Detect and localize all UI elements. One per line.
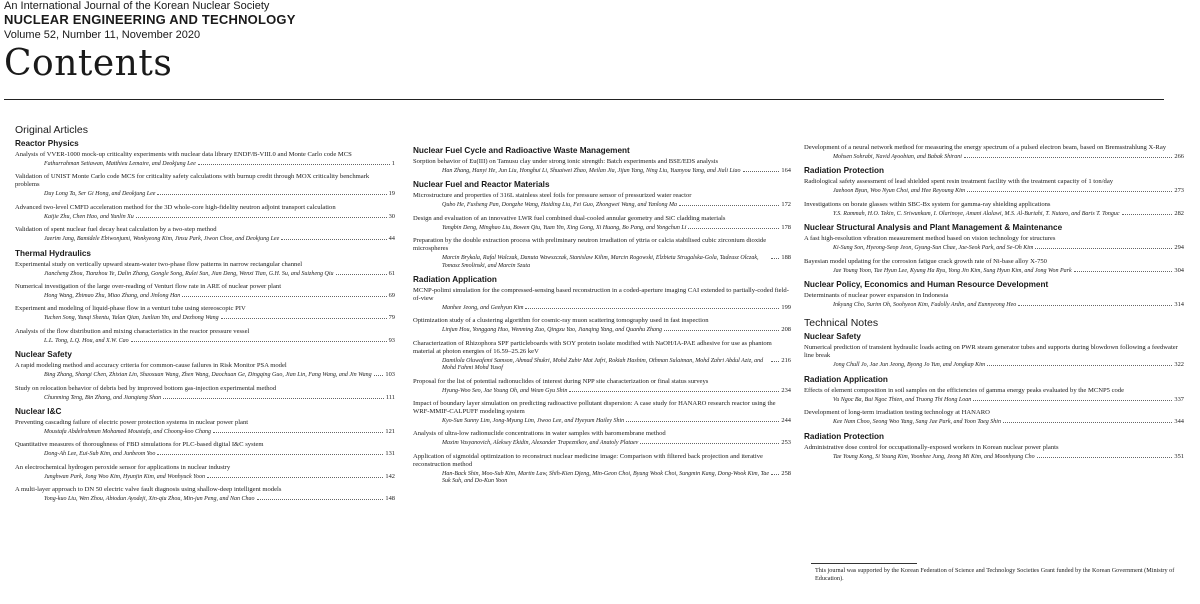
dot-leader (640, 438, 779, 444)
article-title: Analysis of ultra-low radionuclide concentrations in water samples with baromembrane method (413, 430, 666, 438)
funding-footnote: This journal was supported by the Korean Federation of Science and Technology Societies Grant funded by the Korean Government (Ministry of Education). (815, 567, 1175, 582)
article-title: Bayesian model updating for the corrosion fatigue crack growth rate of Ni-base alloy X-750 (804, 257, 1047, 265)
dot-leader (198, 159, 390, 165)
col1-category-heading: Thermal Hydraulics (15, 248, 91, 258)
article-byline (15, 291, 395, 300)
article-authors: L.L. Tong, L.Q. Hou, and X.W. Cao (44, 337, 129, 344)
article-authors: Han Zhang, Hanyi He, Jun Liu, Honghui Li, Shuaiwei Zhao, Meilan Jia, Jijun Yang, Ning Liu, Yuanyou Yang, and Jiali Liao (442, 168, 741, 174)
article-title: Development of long-term irradiation testing technology at HANARO (804, 409, 990, 417)
toc-entry[interactable] (413, 317, 791, 334)
article-authors: Han-Back Shin, Moo-Sub Kim, Martin Law, Shih-Kien Djeng, Min-Geon Choi, Byung Wook Choi, Sungmin Kang, Dong-Wook Kim, Tae Suk Suh, and Do-Kun Yoon (442, 470, 770, 485)
article-authors: Chunming Teng, Bin Zhang, and Jianqiang Shan (44, 394, 162, 401)
article-page-number: 266 (1174, 153, 1184, 160)
article-byline (15, 472, 395, 481)
article-title: Development of a neural network method for measuring the energy spectrum of a pulsed electron beam, based on Bremsstrahlung X-Ray (804, 144, 1167, 151)
toc-entry[interactable] (804, 387, 1184, 404)
dot-leader (163, 393, 384, 399)
dot-leader (964, 152, 1173, 158)
article-authors: Jaerim Jang, Bamidele Ebiwonjumi, Wonkyeong Kim, Jinsu Park, Jiwon Choe, and Deokjung Lee (44, 236, 280, 243)
article-authors: Jong Chull Jo, Jae Jun Jeong, Byong Jo Yun, and Jongkap Kim (833, 362, 986, 369)
article-title: Validation of spent nuclear fuel decay heat calculation by a two-step method (15, 226, 217, 234)
toc-entry[interactable] (804, 144, 1184, 161)
toc-entry[interactable] (15, 226, 395, 243)
toc-entry[interactable] (15, 385, 395, 402)
dot-leader (157, 189, 386, 195)
dot-leader (987, 360, 1172, 366)
article-byline (15, 234, 395, 243)
col1-category-heading: Reactor Physics (15, 139, 79, 148)
article-title: Design and evaluation of an innovative LWR fuel combined dual-cooled annular geometry and SiC cladding materials (413, 214, 726, 222)
toc-entry[interactable] (413, 400, 791, 425)
col1-category-heading: Nuclear I&C (15, 407, 62, 417)
article-byline (15, 494, 395, 503)
dot-leader (1074, 266, 1173, 272)
article-authors: Jiancheng Zhou, Tianzhou Ye, Dalin Zhang, Gongle Song, Rulei Sun, Jian Deng, Wenxi Tian, G.H. Su, and Suizheng Qiu (44, 270, 334, 277)
article-title: An electrochemical hydrogen peroxide sensor for applications in nuclear industry (15, 463, 231, 471)
col3-tech-category-heading: Radiation Application (804, 374, 888, 384)
article-byline (413, 253, 791, 270)
toc-entry[interactable] (804, 178, 1184, 195)
toc-entry[interactable] (15, 419, 395, 436)
dot-leader (525, 303, 779, 309)
article-byline (804, 209, 1184, 218)
article-authors: Yangbin Deng, Minghao Liu, Bowen Qiu, Yuan Yin, Xing Gong, Xi Huang, Bo Pang, and Yongchun Li (442, 224, 687, 231)
col3-tech-category-heading: Nuclear Safety (804, 332, 861, 342)
article-page-number: 258 (781, 469, 791, 477)
dot-leader (374, 370, 384, 376)
toc-entry[interactable] (804, 344, 1184, 369)
dot-leader (771, 253, 779, 259)
toc-entry[interactable] (15, 328, 395, 345)
article-authors: Hong Wang, Zhimao Zhu, Miao Zhang, and Jinlong Han (44, 293, 181, 300)
article-page-number: 322 (1174, 361, 1184, 369)
dot-leader (771, 469, 779, 475)
toc-entry[interactable] (15, 151, 395, 168)
article-authors: Moustafa Abdelrahman Mohamed Moustafa, and Choong-koo Chang (44, 429, 212, 436)
article-authors: Linjun Hou, Yonggang Huo, Wenming Zuo, Qingxu Yao, Jianqing Yang, and Quanhu Zhang (442, 327, 662, 334)
article-authors: Inkyung Cho, Surim Oh, Soohyeon Kim, Fadolly Ardin, and Eunnyeong Heo (833, 302, 1017, 309)
article-authors: Kaijie Zhu, Chen Hao, and Yunlin Xu (44, 213, 134, 220)
article-page-number: 111 (385, 393, 395, 401)
col3-tech-category-heading: Radiation Protection (804, 431, 885, 441)
dot-leader (281, 234, 386, 240)
toc-entry[interactable] (804, 444, 1184, 461)
article-authors: Manhee Jeong, and Geehyun Kim (442, 305, 524, 312)
article-title: Quantitative measures of thoroughness of FBD simulations for PLC-based digital I&C system (15, 441, 264, 449)
article-title: Analysis of the flow distribution and mixing characteristics in the reactor pressure vessel (15, 327, 250, 335)
article-page-number: 121 (385, 428, 395, 436)
article-title: Determinants of nuclear power expansion in Indonesia (804, 292, 949, 300)
article-title: Administrative dose control for occupationally-exposed workers in Korean nuclear power plants (804, 443, 1059, 451)
article-byline (413, 469, 791, 486)
toc-entry[interactable] (15, 283, 395, 300)
article-title: Experiment and modeling of liquid-phase flow in a venturi tube using stereoscopic PIV (15, 305, 246, 313)
dot-leader (157, 449, 383, 455)
article-title: Validation of UNIST Monte Carlo code MCS for criticality safety calculations with burnup credit through MOX criticality benchmark problems (15, 173, 370, 189)
toc-column-1 (15, 124, 395, 509)
dot-leader (1035, 243, 1172, 249)
article-authors: Maxim Vasyanovich, Aleksey Ekidin, Alexander Trapeznikov, and Anatoly Plataev (442, 440, 639, 447)
dot-leader (743, 166, 780, 172)
dot-leader (664, 325, 779, 331)
dot-leader (1122, 209, 1173, 215)
article-title: Numerical prediction of transient hydraulic loads acting on PWR steam generator tubes and supports during blowdown following a feedwater line break (804, 344, 1178, 360)
article-page-number: 253 (781, 439, 791, 447)
article-page-number: 199 (781, 304, 791, 312)
article-page-number: 244 (781, 417, 791, 425)
article-authors: Mohsen Sohrabi, Navid Ayoobian, and Babak Shirani (833, 154, 962, 160)
article-page-number: 273 (1174, 187, 1184, 195)
article-byline (413, 356, 791, 373)
article-title: Effects of element composition in soil samples on the efficiencies of gamma energy peaks evaluated by the MCNP5 code (804, 386, 1125, 394)
dot-leader (1018, 300, 1172, 306)
dot-leader (1037, 452, 1173, 458)
article-page-number: 216 (781, 356, 791, 364)
toc-entry[interactable] (15, 173, 395, 198)
journal-header (4, 0, 296, 82)
article-byline (804, 452, 1184, 461)
article-page-number: 30 (388, 212, 395, 220)
dot-leader (336, 269, 387, 275)
col3-category-heading: Nuclear Policy, Economics and Human Resource Development (804, 280, 1049, 290)
article-page-number: 282 (1174, 209, 1184, 217)
article-authors: Junghwan Park, Jong Woo Kim, Hyunjin Kim, and Wonhyuck Yoon (44, 473, 205, 480)
article-title: Experimental study on vertically upward steam-water two-phase flow patterns in narrow rectangular channel (15, 260, 303, 268)
article-authors: Tae Young Kong, Si Young Kim, Yoonhee Jung, Jeong Mi Kim, and Moonhyung Cho (833, 453, 1035, 460)
article-authors: Dong-Ah Lee, Eui-Sub Kim, and Junbeom Yoo (44, 451, 156, 458)
article-page-number: 314 (1174, 301, 1184, 309)
article-authors: Marcin Brykala, Rafal Walczak, Danuta Wawszczak, Stanislaw Kilim, Marcin Rogowski, Elzbieta Strugalska-Gola, Tadeusz Olczak, Tomasz Smolinski, and Marcin Szuta (442, 255, 759, 269)
dot-leader (221, 313, 387, 319)
toc-entry[interactable] (15, 261, 395, 278)
article-page-number: 178 (781, 223, 791, 231)
article-page-number: 103 (385, 371, 395, 379)
toc-entry[interactable] (413, 378, 791, 395)
toc-entry[interactable] (804, 258, 1184, 275)
toc-entry[interactable] (413, 192, 791, 209)
toc-entry[interactable] (804, 409, 1184, 426)
toc-entry[interactable] (15, 464, 395, 481)
article-title: Investigations on borate glasses within SBC-Bx system for gamma-ray shielding applications (804, 200, 1051, 208)
article-byline (804, 152, 1184, 161)
article-page-number: 294 (1174, 244, 1184, 252)
article-title: Sorption behavior of Eu(III) on Tamusu clay under strong ionic strength: Batch experiments and BSE/EDS analysis (413, 158, 719, 165)
article-byline (15, 336, 395, 345)
dot-leader (688, 223, 779, 229)
article-byline (804, 243, 1184, 252)
article-authors: Qubo He, Fusheng Pan, Dongzhe Wang, Haiding Liu, Fei Guo, Zhongwei Wang, and Yanlong Ma (442, 202, 678, 209)
journal-subtitle: An International Journal of the Korean Nuclear Society (4, 0, 270, 12)
col2-category-heading: Nuclear Fuel and Reactor Materials (413, 180, 550, 190)
toc-entry[interactable] (804, 201, 1184, 218)
article-page-number: 44 (388, 235, 395, 243)
article-byline (15, 159, 395, 168)
dot-leader (569, 386, 779, 392)
toc-entry[interactable] (804, 235, 1184, 252)
article-byline (15, 449, 395, 458)
article-title: Advanced two-level CMFD acceleration method for the 3D whole-core high-fidelity neutron adjoint transport calculation (15, 203, 336, 211)
article-page-number: 344 (1174, 418, 1184, 426)
toc-entry[interactable] (804, 292, 1184, 309)
col3-category-heading: Radiation Protection (804, 166, 885, 176)
article-title: Preparation by the double extraction process with preliminary neutron irradiation of yttria or calcia stabilised cubic zirconium dioxide microspheres (413, 237, 767, 253)
dot-leader (973, 395, 1172, 401)
toc-column-3 (804, 144, 1184, 466)
toc-entry[interactable] (15, 486, 395, 503)
article-title: Application of sigmoidal optimization to reconstruct nuclear medicine image: Comparison with filtered back projection and iterative reconstruction method (413, 452, 763, 468)
volume-info: Volume 52, Number 11, November 2020 (4, 29, 201, 41)
article-byline (413, 200, 791, 209)
article-authors: Jaehoon Byun, Woo Nyun Choi, and Hee Reyoung Kim (833, 188, 966, 195)
article-byline (15, 427, 395, 436)
article-page-number: 351 (1174, 452, 1184, 460)
dot-leader (182, 291, 386, 297)
dot-leader (626, 416, 779, 422)
article-byline (15, 393, 395, 402)
article-title: Radiological safety assessment of lead shielded spent resin treatment facility with the treatment capacity of 1 ton/day (804, 178, 1114, 186)
article-page-number: 61 (388, 269, 395, 277)
toc-entry[interactable] (413, 287, 791, 312)
toc-entry[interactable] (413, 237, 791, 270)
article-byline (413, 416, 791, 425)
article-page-number: 131 (385, 450, 395, 458)
article-title: A fast high-resolution vibration measurement method based on vision technology for structures (804, 235, 1056, 243)
toc-entry[interactable] (413, 430, 791, 447)
article-page-number: 79 (388, 314, 395, 322)
article-title: Characterization of Rhizophora SPF particleboards with SOY protein isolate modified with NaOH/IA-PAE adhesive for use as phantom material at photon energies of 16.59–25.26 keV (413, 339, 772, 355)
dot-leader (967, 186, 1172, 192)
article-byline (804, 360, 1184, 369)
dot-leader (257, 494, 384, 500)
article-byline (804, 417, 1184, 426)
article-title: Impact of boundary layer simulation on predicting radioactive pollutant dispersion: A case study for HANARO research reactor using the WRF-MMIF-CALPUFF modeling system (413, 400, 776, 416)
article-page-number: 188 (781, 254, 791, 262)
dot-leader (207, 472, 383, 478)
article-authors: Y.S. Rammah, H.O. Tekin, C. Sriwunkum, I. Olarinoye, Amani Alalawi, M.S. Al-Buriahi, T. Nutaro, and Baris T. Tonguc (833, 210, 1120, 217)
article-page-number: 164 (781, 167, 791, 174)
toc-entry[interactable] (15, 204, 395, 221)
article-page-number: 1 (391, 160, 395, 167)
article-byline (804, 266, 1184, 275)
dot-leader (131, 336, 387, 342)
dot-leader (1003, 417, 1172, 423)
article-authors: Bing Zhang, Shangi Chen, Zhixian Lin, Shaoxuan Wang, Zhen Wang, Daochuan Ge, Dingqing Guo, Jian Lin, Fang Wang, and Jin Wang (44, 372, 372, 379)
article-title: A multi-layer approach to DN 50 electric valve fault diagnosis using shallow-deep intelligent models (15, 486, 282, 494)
article-authors: Yuchen Song, Yunqi Shentu, Yalan Qian, Junlian Yin, and Dezhong Wang (44, 315, 219, 322)
dot-leader (771, 356, 779, 362)
header-divider (4, 99, 1164, 100)
article-authors: Duy Long Ta, Ser Gi Hong, and Deokjung Lee (44, 191, 156, 198)
article-page-number: 69 (388, 292, 395, 300)
article-authors: Damilola Oluwafemi Samson, Ahmad Shukri, Mohd Zubir Mat Jafri, Rokiah Hashim, Othman Sulaiman, Mohd Zahri Abdul Aziz, and Mohd Fahmi Mohd Yusof (442, 357, 764, 372)
col1-category-heading: Nuclear Safety (15, 350, 72, 360)
toc-entry[interactable] (15, 362, 395, 379)
article-byline (15, 313, 395, 322)
article-title: A rapid modeling method and accuracy criteria for common-cause failures in Risk Monitor PSA model (15, 362, 287, 370)
toc-entry[interactable] (413, 340, 791, 373)
col2-category-heading: Radiation Application (413, 275, 497, 285)
article-page-number: 172 (781, 201, 791, 209)
article-authors: Kee Nam Choo, Seong Woo Yang, Sang Jae Park, and Yoon Taeg Shin (833, 419, 1001, 426)
article-byline (804, 186, 1184, 195)
article-authors: Vu Ngoc Ba, Bui Ngoc Thien, and Truong Thi Hong Loan (833, 396, 972, 403)
article-title: Analysis of VVER-1000 mock-up criticality experiments with nuclear data library ENDF/B-VIII.0 and Monte Carlo code MCS (15, 151, 352, 158)
page-title: Contents (4, 43, 173, 84)
article-authors: Fathurrahman Setiawan, Matthieu Lemaire, and Deokjung Lee (44, 161, 196, 167)
dot-leader (213, 427, 383, 433)
col3-category-heading: Nuclear Structural Analysis and Plant Management & Maintenance (804, 223, 1063, 233)
article-byline (413, 438, 791, 447)
article-byline (804, 395, 1184, 404)
toc-entry[interactable] (15, 305, 395, 322)
article-byline (413, 223, 791, 232)
toc-entry[interactable] (15, 441, 395, 458)
article-page-number: 208 (781, 326, 791, 334)
toc-entry[interactable] (413, 453, 791, 486)
article-page-number: 148 (385, 495, 395, 503)
article-byline (15, 189, 395, 198)
article-authors: Jae Young Yoon, Tae Hyun Lee, Kyung Ha Ryu, Yong Jin Kim, Sung Hyun Kim, and Jong Won Park (833, 267, 1072, 274)
article-page-number: 142 (385, 472, 395, 480)
article-page-number: 93 (388, 336, 395, 344)
article-authors: Hyung-Woo Seo, Jae Young Oh, and Wean Gyu Shin (442, 387, 568, 394)
article-title: Numerical investigation of the large over-reading of Venturi flow rate in ARE of nuclear power plant (15, 283, 282, 291)
article-page-number: 234 (781, 386, 791, 394)
article-byline (804, 300, 1184, 309)
article-title: Microstructure and properties of 316L stainless steel foils for pressure sensor of pressurized water reactor (413, 192, 692, 200)
article-page-number: 304 (1174, 266, 1184, 274)
footnote-divider (811, 563, 917, 564)
toc-entry[interactable] (413, 158, 791, 175)
dot-leader (136, 212, 387, 218)
article-title: Proposal for the list of potential radionuclides of interest during NPP site characterization or final status surveys (413, 377, 709, 385)
article-title: Preventing cascading failure of electric power protection systems in nuclear power plant (15, 419, 249, 427)
article-byline (413, 166, 791, 175)
article-authors: Yong-kuo Liu, Wen Zhou, Abiodun Ayodeji, Xin-qiu Zhou, Min-jun Peng, and Nan Chao (44, 496, 255, 503)
article-byline (15, 269, 395, 278)
article-title: Optimization study of a clustering algorithm for cosmic-ray muon scattering tomography used in fast inspection (413, 317, 709, 325)
toc-entry[interactable] (413, 215, 791, 232)
article-authors: Ki-Sung Son, Hyeong-Seop Jeon, Gyung-Sun Chae, Jae-Seok Park, and Se-Oh Kim (833, 245, 1034, 252)
article-page-number: 19 (388, 190, 395, 198)
journal-title: NUCLEAR ENGINEERING AND TECHNOLOGY (4, 12, 296, 27)
section-heading-original-articles: Original Articles (15, 124, 88, 136)
article-title: Study on relocation behavior of debris bed by improved bottom gas-injection experimental method (15, 384, 277, 392)
article-page-number: 337 (1174, 395, 1184, 403)
article-byline (15, 212, 395, 221)
article-byline (413, 325, 791, 334)
article-authors: Kyo-Sun Sunny Lim, Jong-Myung Lim, Jiwoo Lee, and Hyeyum Hailey Shin (442, 418, 625, 425)
article-byline (413, 303, 791, 312)
article-title: MCNP-polimi simulation for the compressed-sensing based reconstruction in a coded-aperture imaging CAI extended to partially-coded field-of-view (413, 287, 789, 303)
section-heading-technical-notes: Technical Notes (804, 317, 879, 330)
article-byline (15, 370, 395, 379)
article-byline (413, 386, 791, 395)
dot-leader (679, 200, 779, 206)
toc-column-2 (413, 144, 791, 491)
col2-category-heading: Nuclear Fuel Cycle and Radioactive Waste Management (413, 146, 630, 155)
